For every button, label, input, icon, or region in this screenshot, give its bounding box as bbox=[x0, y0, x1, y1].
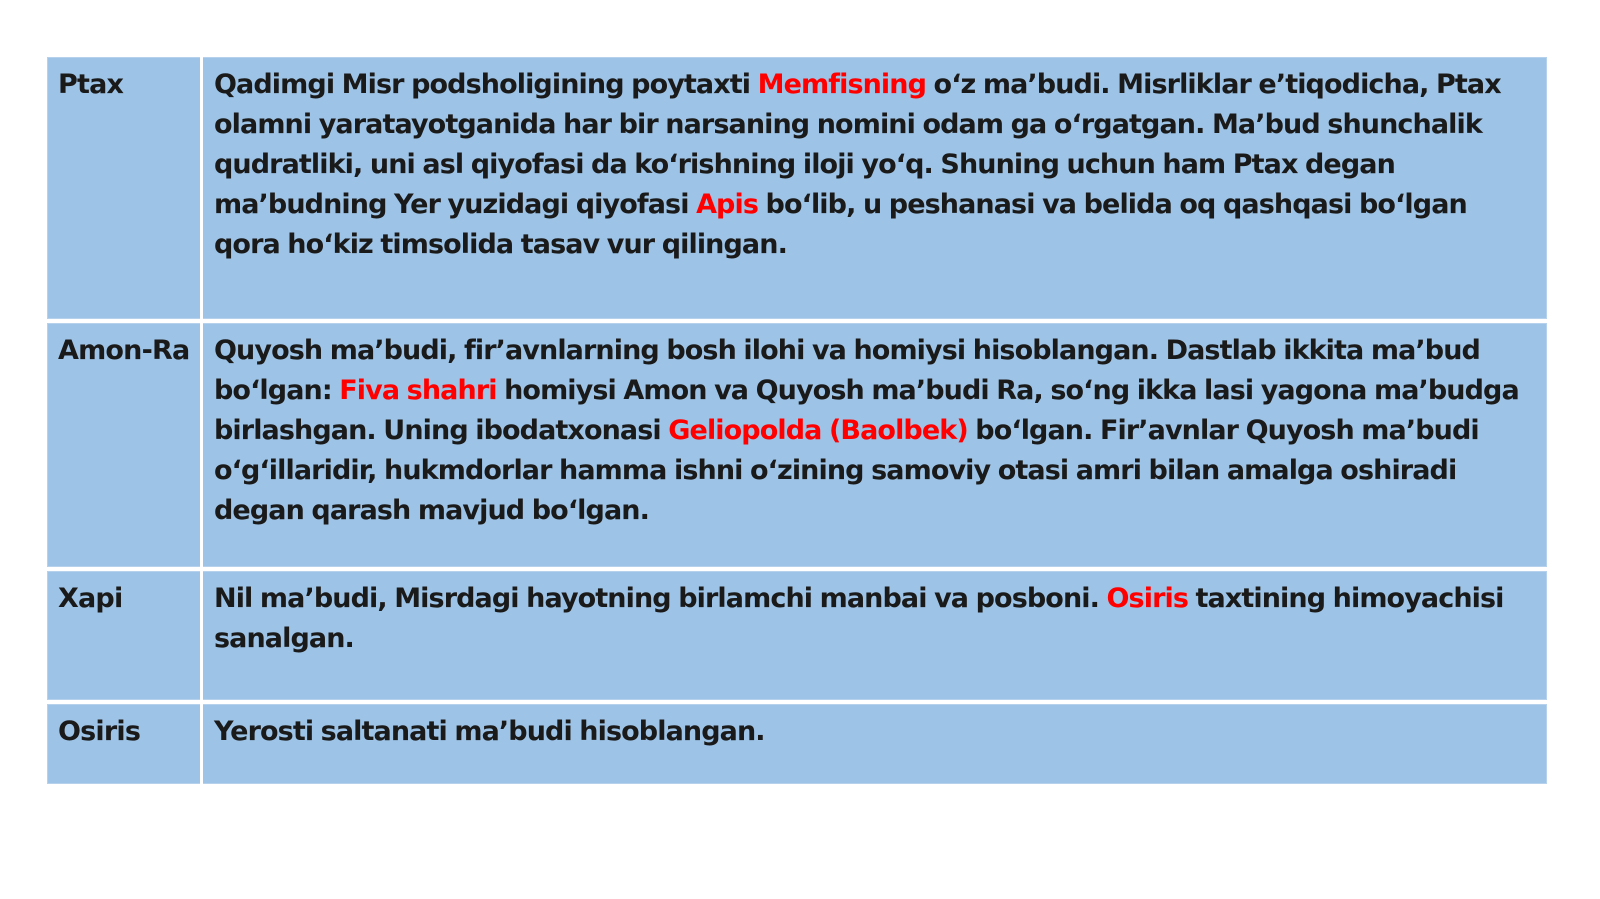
highlighted-term: Apis bbox=[696, 189, 759, 220]
description-text: boʻlgan. Firʼavnlar Quyosh maʼbudi oʻgʻillaridir, hukmdorlar hamma ishni oʻzining samoviy otasi amri bilan amalga oshiradi degan qarash mavjud boʻlgan. bbox=[214, 415, 1479, 526]
description-text: Yerosti saltanati maʼbudi hisoblangan. bbox=[214, 716, 765, 747]
deity-description-cell bbox=[203, 57, 1547, 319]
description-text: boʻlib, u peshanasi va belida oq qashqasi boʻlgan qora hoʻkiz timsolida tasav vur qilingan. bbox=[214, 189, 1467, 260]
highlighted-term: Geliopolda (Baolbek) bbox=[668, 415, 968, 446]
deity-description-cell bbox=[203, 704, 1547, 784]
table-row-osiris bbox=[47, 700, 1547, 784]
deity-name-cell: Osiris bbox=[47, 704, 203, 784]
deity-name-cell: Xapi bbox=[47, 571, 203, 700]
description-text: taxtining himoyachisi sanalgan. bbox=[214, 583, 1504, 654]
highlighted-term: Osiris bbox=[1106, 583, 1189, 614]
description-text: homiysi Amon va Quyosh maʼbudi Ra, soʻng ikka lasi yagona maʼbudga birlashgan. Uning ibodatxonasi bbox=[214, 375, 1519, 446]
highlighted-term: Memfisning bbox=[757, 69, 927, 100]
description-text: Quyosh maʼbudi, firʼavnlarning bosh ilohi va homiysi hisoblangan. Dastlab ikkita maʼbud boʻlgan: bbox=[214, 335, 1480, 406]
deity-description-cell bbox=[203, 323, 1547, 567]
deity-description-cell bbox=[203, 571, 1547, 700]
highlighted-term: Fiva shahri bbox=[339, 375, 497, 406]
deity-name-cell: Ptax bbox=[47, 57, 203, 319]
table-row-ptax bbox=[47, 57, 1547, 319]
table-row-xapi bbox=[47, 567, 1547, 700]
deities-table bbox=[47, 57, 1547, 784]
table-row-amon-ra bbox=[47, 319, 1547, 567]
description-text: Qadimgi Misr podsholigining poytaxti bbox=[214, 69, 758, 100]
deity-name-cell: Amon-Ra bbox=[47, 323, 203, 567]
description-text: oʻz maʼbudi. Misrliklar eʼtiqodicha, Ptax olamni yaratayotganida har bir narsaning nomini odam ga oʻrgatgan. Maʼbud shunchalik qudratliki, uni asl qiyofasi da koʻrishning iloji yoʻq. Shuning uchun ham Ptax degan maʼbudning Yer yuzidagi qiyofasi bbox=[214, 69, 1501, 220]
description-text: Nil maʼbudi, Misrdagi hayotning birlamchi manbai va posboni. bbox=[214, 583, 1107, 614]
